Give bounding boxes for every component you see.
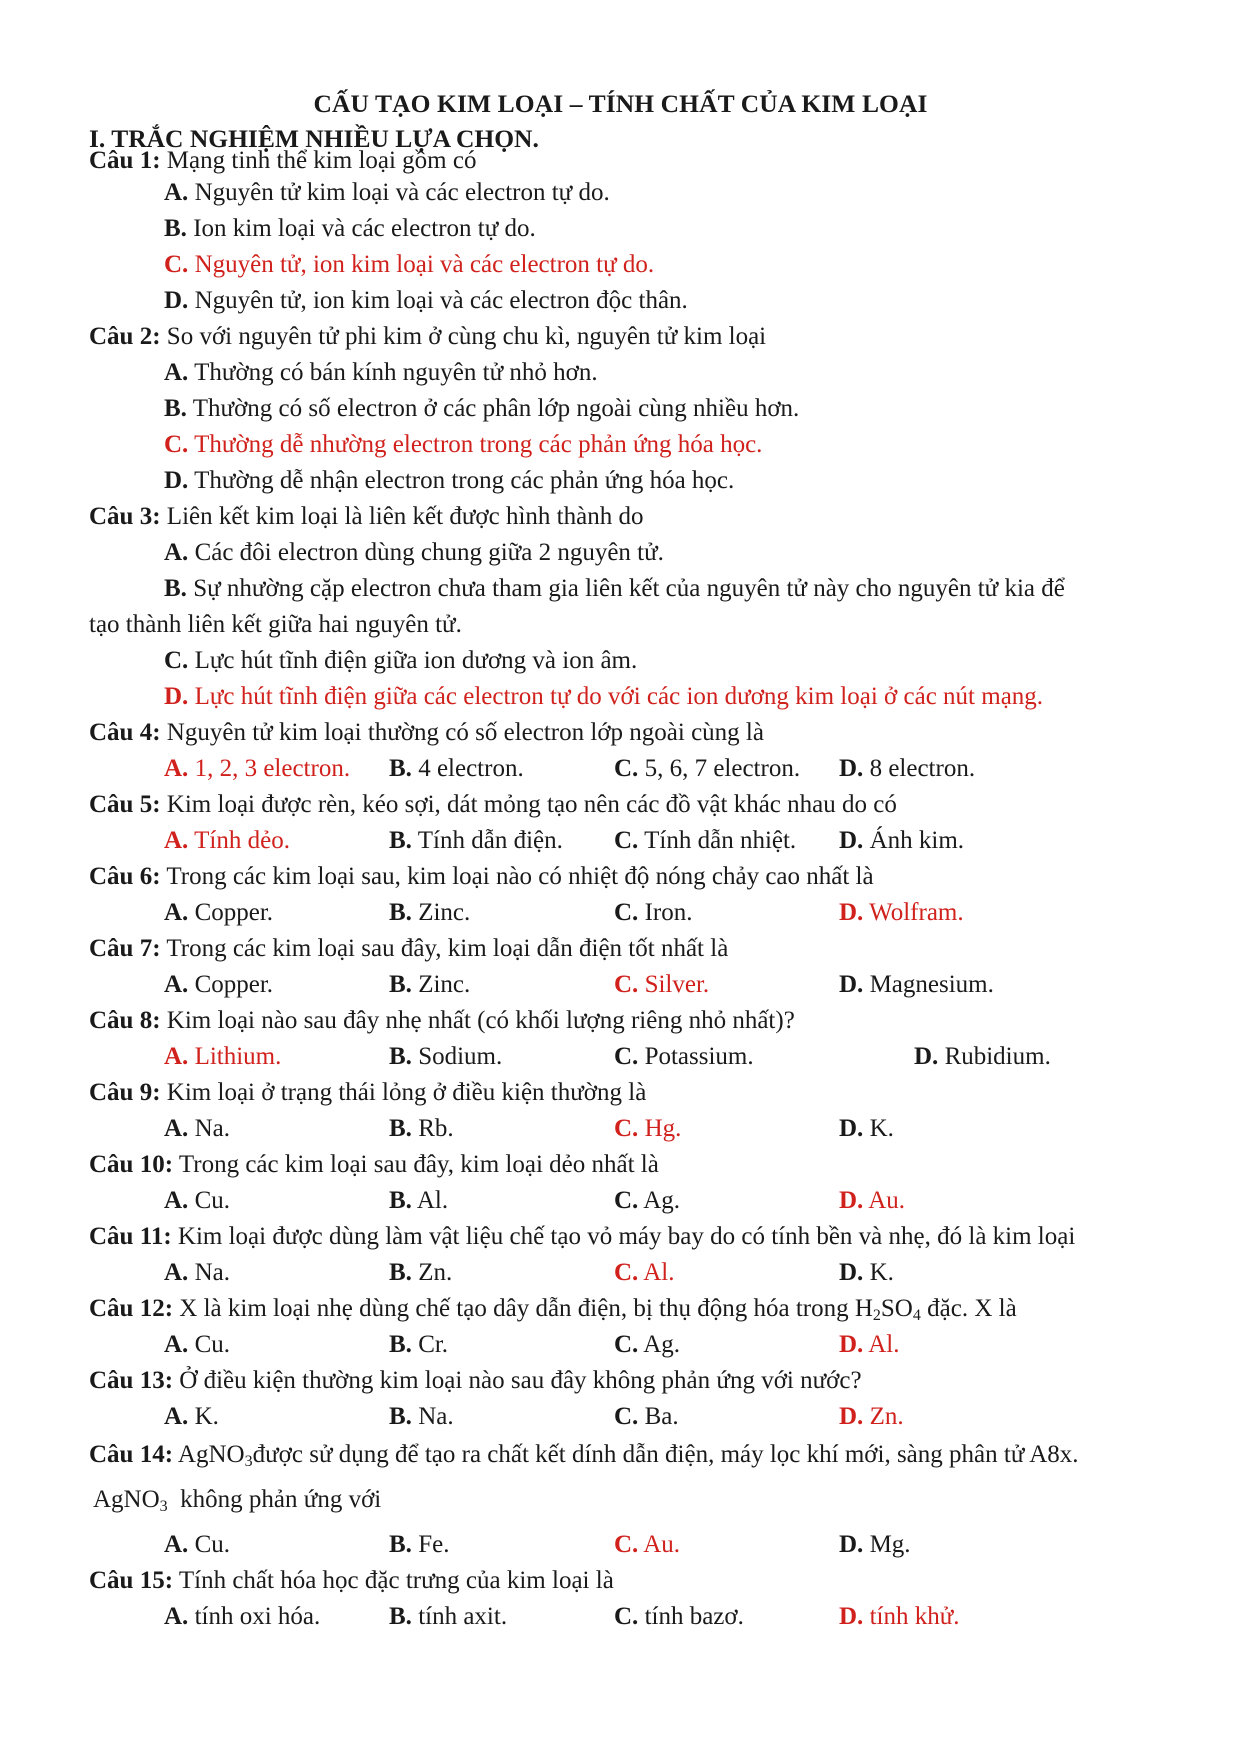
- question-9: [89, 1075, 646, 1111]
- q6-option-b: B. Zinc.: [389, 899, 471, 926]
- question-number: Câu 12:: [89, 1295, 174, 1322]
- q7-option-b: B. Zinc.: [389, 971, 471, 998]
- question-number: Câu 8:: [89, 1007, 161, 1034]
- q15-option-d-answer: D. tính khử.: [839, 1603, 960, 1630]
- q9-option-a: A. Na.: [164, 1115, 230, 1142]
- q9-option-c-answer: C. Hg.: [614, 1115, 682, 1142]
- question-7: [89, 931, 728, 967]
- question-text: Tính chất hóa học đặc trưng của kim loại là: [178, 1567, 614, 1594]
- question-6: [89, 859, 874, 895]
- question-text: Liên kết kim loại là liên kết được hình thành do: [166, 503, 644, 530]
- question-text: Trong các kim loại sau, kim loại nào có nhiệt độ nóng chảy cao nhất là: [166, 863, 874, 890]
- q6-option-c: C. Iron.: [614, 899, 693, 926]
- q4-option-d: D. 8 electron.: [839, 755, 976, 782]
- question-number: Câu 4:: [89, 719, 161, 746]
- q7-option-c-answer: C. Silver.: [614, 971, 710, 998]
- q13-option-b: B. Na.: [389, 1403, 454, 1430]
- q4-option-b: B. 4 electron.: [389, 755, 524, 782]
- q13-option-d-answer: D. Zn.: [839, 1403, 904, 1430]
- q9-option-d: D. K.: [839, 1115, 894, 1142]
- q1-option-c-answer: C. Nguyên tử, ion kim loại và các electron tự do.: [164, 251, 655, 278]
- page-title: CẤU TẠO KIM LOẠI – TÍNH CHẤT CỦA KIM LOẠI: [313, 89, 928, 118]
- q10-option-b: B. Al.: [389, 1187, 449, 1214]
- question-text: Nguyên tử kim loại thường có số electron lớp ngoài cùng là: [166, 719, 764, 746]
- q10-option-a: A. Cu.: [164, 1187, 230, 1214]
- question-14-continued: AgNO$_3$ không phản ứng với: [93, 1486, 382, 1515]
- q15-option-a: A. tính oxi hóa.: [164, 1603, 321, 1630]
- question-number: Câu 7:: [89, 935, 161, 962]
- q2-option-c-answer: C. Thường dễ nhường electron trong các phản ứng hóa học.: [164, 431, 763, 458]
- question-number: Câu 13:: [89, 1367, 174, 1394]
- question-number: Câu 9:: [89, 1079, 161, 1106]
- q1-option-d: D. Nguyên tử, ion kim loại và các electron độc thân.: [164, 287, 688, 314]
- q14-option-b: B. Fe.: [389, 1531, 450, 1558]
- question-text: Trong các kim loại sau đây, kim loại dẻo nhất là: [178, 1151, 659, 1178]
- q12-option-a: A. Cu.: [164, 1331, 230, 1358]
- question-3: [89, 499, 643, 535]
- q9-option-b: B. Rb.: [389, 1115, 454, 1142]
- q6-option-a: A. Copper.: [164, 899, 274, 926]
- question-number: Câu 11:: [89, 1223, 172, 1250]
- question-text: Kim loại nào sau đây nhẹ nhất (có khối lượng riêng nhỏ nhất)?: [166, 1007, 795, 1034]
- q5-option-c: C. Tính dẫn nhiệt.: [614, 827, 797, 854]
- question-number: Câu 3:: [89, 503, 161, 530]
- q2-option-d: D. Thường dễ nhận electron trong các phản ứng hóa học.: [164, 467, 735, 494]
- q5-option-a-answer: A. Tính dẻo.: [164, 827, 290, 854]
- q7-option-d: D. Magnesium.: [839, 971, 994, 998]
- q10-option-c: C. Ag.: [614, 1187, 680, 1214]
- question-number: Câu 14:: [89, 1441, 174, 1468]
- question-text: Kim loại được dùng làm vật liệu chế tạo vỏ máy bay do có tính bền và nhẹ, đó là kim loại: [177, 1223, 1076, 1250]
- q5-option-d: D. Ánh kim.: [839, 827, 965, 854]
- q7-option-a: A. Copper.: [164, 971, 274, 998]
- q2-option-b: B. Thường có số electron ở các phân lớp ngoài cùng nhiều hơn.: [164, 395, 800, 422]
- question-text: Ở điều kiện thường kim loại nào sau đây không phản ứng với nước?: [179, 1367, 862, 1394]
- question-number: Câu 6:: [89, 863, 161, 890]
- q13-option-a: A. K.: [164, 1403, 219, 1430]
- question-14: [89, 1437, 1079, 1473]
- q3-option-d-answer: D. Lực hút tĩnh điện giữa các electron tự do với các ion dương kim loại ở các nút mạng.: [164, 683, 1044, 710]
- q12-option-d-answer: D. Al.: [839, 1331, 900, 1358]
- question-1: [89, 143, 476, 179]
- q13-option-c: C. Ba.: [614, 1403, 679, 1430]
- q11-option-c-answer: C. Al.: [614, 1259, 675, 1286]
- q8-option-c: C. Potassium.: [614, 1043, 754, 1070]
- q11-option-d: D. K.: [839, 1259, 894, 1286]
- q12-option-b: B. Cr.: [389, 1331, 449, 1358]
- question-10: [89, 1147, 659, 1183]
- q1-option-a: A. Nguyên tử kim loại và các electron tự do.: [164, 179, 610, 206]
- question-text: So với nguyên tử phi kim ở cùng chu kì, nguyên tử kim loại: [166, 323, 767, 350]
- question-13: [89, 1363, 862, 1399]
- question-8: [89, 1003, 795, 1039]
- q8-option-d: D. Rubidium.: [914, 1043, 1051, 1070]
- q11-option-a: A. Na.: [164, 1259, 230, 1286]
- question-text: AgNO$_3$được sử dụng để tạo ra chất kết dính dẫn điện, máy lọc khí mới, sàng phân tử A8x.: [177, 1441, 1079, 1470]
- q15-option-b: B. tính axit.: [389, 1603, 508, 1630]
- q2-option-a: A. Thường có bán kính nguyên tử nhỏ hơn.: [164, 359, 598, 386]
- q14-option-a: A. Cu.: [164, 1531, 230, 1558]
- q5-option-b: B. Tính dẫn điện.: [389, 827, 563, 854]
- q15-option-c: C. tính bazơ.: [614, 1603, 744, 1630]
- question-12: [89, 1291, 1017, 1327]
- q10-option-d-answer: D. Au.: [839, 1187, 905, 1214]
- question-number: Câu 5:: [89, 791, 161, 818]
- question-4: [89, 715, 764, 751]
- question-number: Câu 10:: [89, 1151, 174, 1178]
- q8-option-b: B. Sodium.: [389, 1043, 503, 1070]
- q4-option-c: C. 5, 6, 7 electron.: [614, 755, 801, 782]
- q3-option-c: C. Lực hút tĩnh điện giữa ion dương và ion âm.: [164, 647, 638, 674]
- question-5: [89, 787, 897, 823]
- question-text: Mạng tinh thể kim loại gồm có: [166, 147, 477, 174]
- question-text: X là kim loại nhẹ dùng chế tạo dây dẫn điện, bị thụ động hóa trong $H_2SO_4$ đặc. X là: [179, 1295, 1017, 1324]
- q3-option-b: B. Sự nhường cặp electron chưa tham gia liên kết của nguyên tử này cho nguyên tử kia để: [164, 575, 1065, 602]
- question-text: Kim loại được rèn, kéo sợi, dát mỏng tạo nên các đồ vật khác nhau do có: [166, 791, 897, 818]
- question-11: [89, 1219, 1075, 1255]
- question-2: [89, 319, 766, 355]
- q14-option-d: D. Mg.: [839, 1531, 911, 1558]
- q3-option-b-continued: tạo thành liên kết giữa hai nguyên tử.: [89, 611, 462, 638]
- question-number: Câu 2:: [89, 323, 161, 350]
- q1-option-b: B. Ion kim loại và các electron tự do.: [164, 215, 536, 242]
- q6-option-d-answer: D. Wolfram.: [839, 899, 964, 926]
- question-text: Kim loại ở trạng thái lỏng ở điều kiện thường là: [166, 1079, 647, 1106]
- q8-option-a-answer: A. Lithium.: [164, 1043, 282, 1070]
- question-number: Câu 15:: [89, 1567, 174, 1594]
- question-text: Trong các kim loại sau đây, kim loại dẫn điện tốt nhất là: [166, 935, 729, 962]
- q4-option-a-answer: A. 1, 2, 3 electron.: [164, 755, 351, 782]
- q12-option-c: C. Ag.: [614, 1331, 680, 1358]
- question-number: Câu 1:: [89, 147, 161, 174]
- q14-option-c-answer: C. Au.: [614, 1531, 680, 1558]
- q11-option-b: B. Zn.: [389, 1259, 453, 1286]
- q3-option-a: A. Các đôi electron dùng chung giữa 2 nguyên tử.: [164, 539, 664, 566]
- question-15: [89, 1563, 614, 1599]
- section-heading: I. TRẮC NGHIỆM NHIỀU LỰA CHỌN.: [89, 124, 539, 153]
